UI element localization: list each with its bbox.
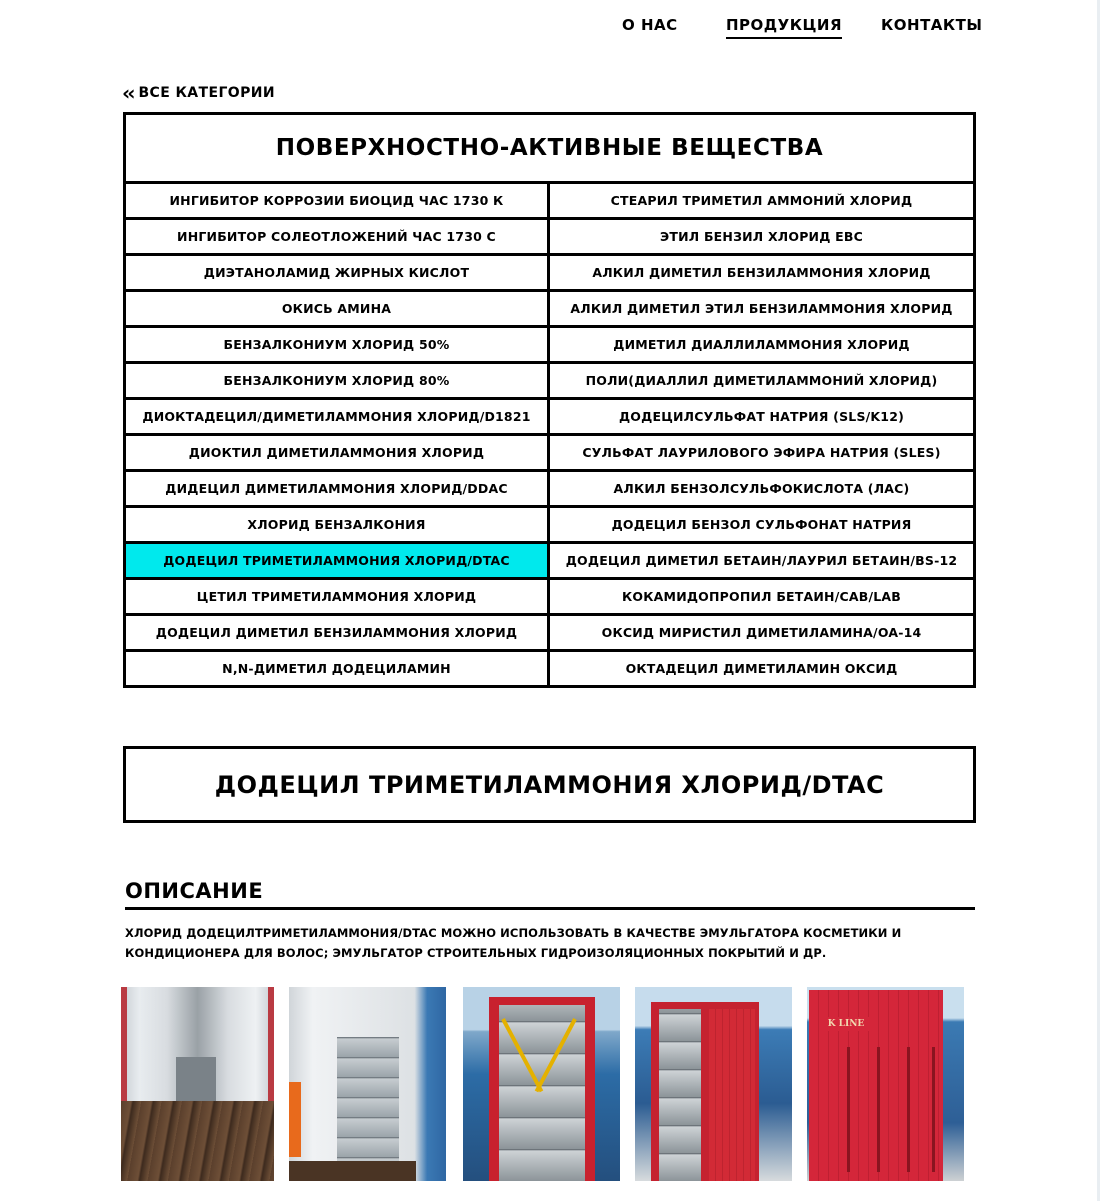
category-title: ПОВЕРХНОСТНО-АКТИВНЫЕ ВЕЩЕСТВА (126, 115, 973, 184)
category-item[interactable]: N,N-ДИМЕТИЛ ДОДЕЦИЛАМИН (126, 652, 550, 685)
category-item[interactable]: ПОЛИ(ДИАЛЛИЛ ДИМЕТИЛАММОНИЙ ХЛОРИД) (550, 364, 973, 400)
category-item[interactable]: ХЛОРИД БЕНЗАЛКОНИЯ (126, 508, 550, 544)
photo-empty-container[interactable] (121, 987, 274, 1181)
all-categories-link[interactable] (122, 83, 275, 103)
category-item[interactable]: ИНГИБИТОР КОРРОЗИИ БИОЦИД ЧАС 1730 К (126, 184, 550, 220)
category-item[interactable]: АЛКИЛ ДИМЕТИЛ ЭТИЛ БЕНЗИЛАММОНИЯ ХЛОРИД (550, 292, 973, 328)
category-item[interactable]: ОКТАДЕЦИЛ ДИМЕТИЛАМИН ОКСИД (625, 661, 898, 676)
category-item[interactable]: КОКАМИДОПРОПИЛ БЕТАИН/CAB/LAB (550, 580, 973, 616)
category-item[interactable]: АЛКИЛ ДИМЕТИЛ БЕНЗИЛАММОНИЯ ХЛОРИД (550, 256, 973, 292)
category-item[interactable]: АЛКИЛ БЕНЗОЛСУЛЬФОКИСЛОТА (ЛАС) (550, 472, 973, 508)
category-table (123, 112, 976, 688)
photo-closed-container[interactable] (807, 987, 964, 1181)
category-item[interactable]: ДОДЕЦИЛ ТРИМЕТИЛАММОНИЯ ХЛОРИД/DTAC (126, 544, 550, 580)
category-item[interactable]: ЭТИЛ БЕНЗИЛ ХЛОРИД EBC (550, 220, 973, 256)
category-item[interactable]: СУЛЬФАТ ЛАУРИЛОВОГО ЭФИРА НАТРИЯ (SLES) (550, 436, 973, 472)
category-item[interactable]: ДОДЕЦИЛ БЕНЗОЛ СУЛЬФОНАТ НАТРИЯ (550, 508, 973, 544)
double-chevron-left-icon: ‹‹ (122, 81, 133, 105)
category-grid (126, 184, 973, 685)
nav-products-link[interactable]: ПРОДУКЦИЯ (726, 14, 842, 39)
photo-container-loading[interactable] (289, 987, 446, 1181)
description-text: ХЛОРИД ДОДЕЦИЛТРИМЕТИЛАММОНИЯ/DTAC МОЖНО ИСПОЛЬЗОВАТЬ В КАЧЕСТВЕ ЭМУЛЬГАТОРА КОСМЕТИКИ И КОНДИЦИОНЕРА ДЛЯ ВОЛОС; ЭМУЛЬГАТОР СТРОИТЕЛЬНЫХ ГИДРОИЗОЛЯЦИОННЫХ ПОКРЫТИЙ И ДР. (125, 926, 902, 960)
category-item[interactable]: СТЕАРИЛ ТРИМЕТИЛ АММОНИЙ ХЛОРИД (550, 184, 973, 220)
container-logo: K LINE (821, 1017, 871, 1031)
photo-loaded-container[interactable] (463, 987, 620, 1181)
category-item[interactable]: ДОДЕЦИЛ ДИМЕТИЛ БЕТАИН/ЛАУРИЛ БЕТАИН/BS-12 (550, 544, 973, 580)
photo-container-doors[interactable] (635, 987, 792, 1181)
product-title: ДОДЕЦИЛ ТРИМЕТИЛАММОНИЯ ХЛОРИД/DTAC (123, 746, 976, 823)
nav-contacts-link[interactable]: КОНТАКТЫ (881, 16, 983, 34)
description-heading: ОПИСАНИЕ (125, 877, 975, 910)
category-item[interactable]: ДОДЕЦИЛСУЛЬФАТ НАТРИЯ (SLS/K12) (550, 400, 973, 436)
category-item[interactable]: ДИЭТАНОЛАМИД ЖИРНЫХ КИСЛОТ (126, 256, 550, 292)
category-item[interactable]: ЦЕТИЛ ТРИМЕТИЛАММОНИЯ ХЛОРИД (126, 580, 550, 616)
product-photo-gallery (121, 987, 971, 1182)
category-item[interactable]: ОКИСЬ АМИНА (126, 292, 550, 328)
category-item[interactable]: БЕНЗАЛКОНИУМ ХЛОРИД 50% (126, 328, 550, 364)
category-item[interactable]: БЕНЗАЛКОНИУМ ХЛОРИД 80% (126, 364, 550, 400)
category-item[interactable]: ДИМЕТИЛ ДИАЛЛИЛАММОНИЯ ХЛОРИД (550, 328, 973, 364)
category-item[interactable]: ДОДЕЦИЛ ДИМЕТИЛ БЕНЗИЛАММОНИЯ ХЛОРИД (126, 616, 550, 652)
category-item[interactable]: ИНГИБИТОР СОЛЕОТЛОЖЕНИЙ ЧАС 1730 С (126, 220, 550, 256)
category-item[interactable]: ДИОКТАДЕЦИЛ/ДИМЕТИЛАММОНИЯ ХЛОРИД/D1821 (126, 400, 550, 436)
category-item[interactable]: ОКСИД МИРИСТИЛ ДИМЕТИЛАМИНА/OA-14 (550, 616, 973, 652)
category-item[interactable]: ДИДЕЦИЛ ДИМЕТИЛАММОНИЯ ХЛОРИД/DDAC (126, 472, 550, 508)
category-item[interactable]: ДИОКТИЛ ДИМЕТИЛАММОНИЯ ХЛОРИД (126, 436, 550, 472)
top-nav (600, 14, 983, 44)
nav-about-link[interactable]: О НАС (622, 16, 678, 34)
all-categories-label: ВСЕ КАТЕГОРИИ (138, 85, 275, 101)
